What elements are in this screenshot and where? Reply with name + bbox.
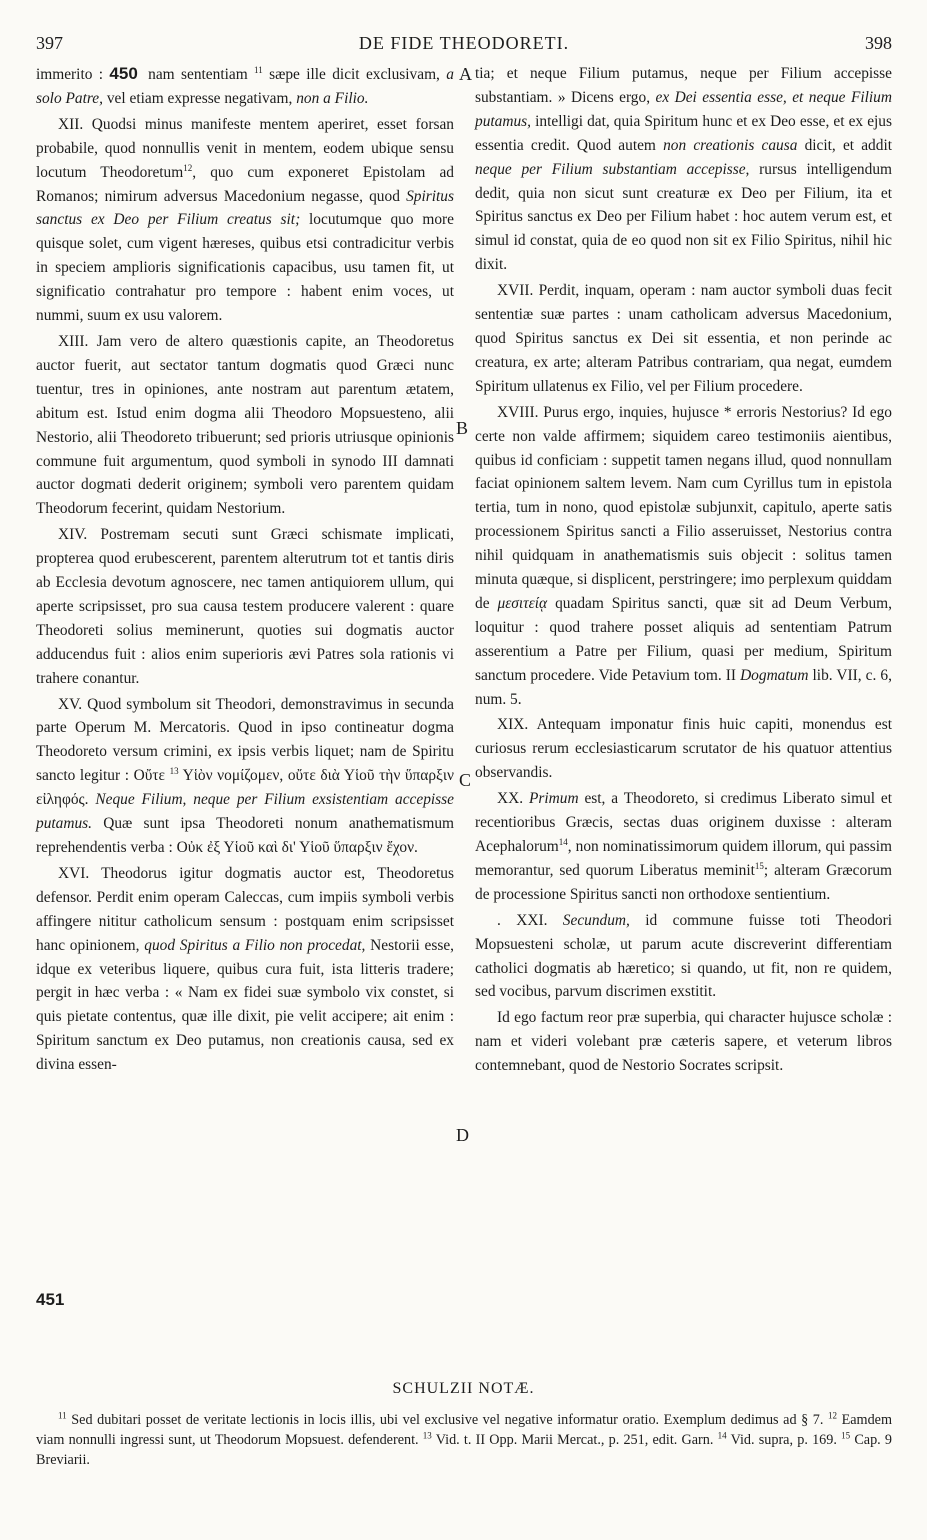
text: locutumque quo more quisque solet, cum vigent hæreses, quibus etsi contradicitur verbis in speciem amplioris significationis capacibus, usu tamen fit, ut significatio contrahatur pro tempore : habent enim voces, ut nummi, suum ex usu valorem.	[36, 211, 454, 325]
footnotes	[36, 1410, 892, 1470]
page-number-left: 397	[36, 33, 63, 53]
footnote-number: 14	[717, 1430, 727, 1441]
footnote-ref: 15	[754, 860, 764, 871]
footnote-text: Vid. t. II Opp. Marii Mercat., p. 251, edit. Garn.	[435, 1432, 714, 1448]
paragraph	[36, 62, 454, 111]
text: intelligi dat, quia Spiritum hunc et ex Deo esse, et ex ejus essentia credit. Quod autem	[475, 112, 892, 154]
paragraph-xvi	[36, 862, 454, 1077]
text: XX.	[497, 790, 524, 808]
paragraph-xii	[36, 113, 454, 328]
footnote-number: 15	[841, 1430, 851, 1441]
text: rursus intelligendum dedit, quia non sicut sunt creaturæ ex Deo per Filium, ita et Spiritus sanctus ex Deo per Filium habet : hoc autem verum est, et simul id constat, quia de eo quod non sit ex Filio Spiritus, nihil hic dixit.	[475, 160, 892, 274]
footnote-number: 13	[422, 1430, 432, 1441]
text: , quo cum exponeret Epistolam ad Romanos; nimirum adversus Macedonium negasse, quod	[36, 163, 454, 205]
running-header	[36, 33, 892, 59]
text: XVIII. Purus ergo, inquies, hujusce * erroris Nestorius? Id ego certe non valde affirmem; siquidem careo testimoniis aientibus, quibus id conficiam : suppetit tamen negans illud, quod nonnullam faciat opinionem saltem levem. Nam cum Cyrillus tum in epistola tertia, tum in nono, quod epistolæ subjunxit, capitulo, aperte satis processionem Spiritus sancti a Filio asseruisset, Nestorius contra nihil quidquam in anathematismis suis objecit : solitus tamen minuta quæque, si displicent, perstringere; imo perplexum quiddam de	[475, 403, 892, 612]
text: XV. Quod symbolum sit Theodori, demonstravimus in secunda parte Operum M. Mercatoris. Quod in ipso contineatur dogma Theodoreto versum crimini, ex ipsis verbis liquet; nam de Spiritu sancto legitur :	[36, 695, 454, 785]
footnote-ref: 13	[169, 766, 179, 777]
paragraph-xxi	[475, 909, 892, 1005]
footnote-ref: 11	[254, 64, 263, 75]
text: XVI. Theodorus igitur dogmatis auctor est, Theodoretus defensor. Perdit enim operam Caleccas, cum impiis symboli verbis affingere nititur catholicum sensum : postquam enim scripsisset hanc opinionem,	[36, 864, 454, 954]
footnote-ref: 14	[558, 836, 568, 847]
paragraph	[475, 62, 892, 277]
paragraph-xv	[36, 693, 454, 860]
text: nam sententiam	[148, 66, 248, 83]
text: ; alteram Græcorum de processione Spiritus sancti non orthodoxe sentientium.	[475, 861, 892, 903]
margin-number-451: 451	[36, 1290, 65, 1309]
section-marker-b: B	[456, 418, 469, 438]
italic-text: Neque Filium, neque per Filium exsistentiam accepisse putamus.	[36, 791, 454, 833]
text: est, a Theodoreto, si credimus Liberato simul et recentioribus Græcis, sectas duas originem duxisse : alteram Acephalorum	[475, 790, 892, 855]
italic-text: non creationis causa	[663, 136, 798, 154]
text: quadam Spiritus sancti, quæ sit ad Deum Verbum, loquitur : quod trahere posset aliquis ad sententiam Patrum asserentium a Patre per Filium, quasi per medium, Spiritum sanctum procedere. Vide Petavium tom. II	[475, 594, 892, 684]
italic-text: Primum	[528, 790, 579, 808]
paragraph-xix: XIX. Antequam imponatur finis huic capiti, monendus est curiosus rerum ecclesiasticarum scrutator de his quatuor attentius observandis.	[475, 716, 892, 782]
greek-text: μεσιτείᾳ	[497, 594, 548, 612]
italic-text: Spiritus sanctus ex Deo per Filium creatus sit;	[36, 187, 454, 229]
italic-text: ex Dei essentia esse, et neque Filium putamus,	[475, 88, 892, 130]
greek-text: Υἱὸν νομίζομεν, οὔτε διὰ Υἱοῦ τὴν ὕπαρξιν εἰληφός.	[36, 767, 454, 809]
italic-text: Dogmatum	[740, 666, 809, 684]
italic-text: non a Filio.	[296, 89, 369, 107]
italic-text: Secundum,	[562, 911, 630, 929]
footnote-number: 12	[828, 1410, 837, 1421]
text: id commune fuisse toti Theodori Mopsuesteni scholæ, ut parum acute discreverint differentiam catholici dogmatis ab hæretico; si quando, ut fit, non re quidem, sed vocibus, parvum discrimen exstitit.	[475, 911, 892, 1001]
footnote-ref: 12	[183, 162, 193, 173]
italic-text: quod Spiritus a Filio non procedat,	[144, 936, 366, 954]
paragraph-closing: Id ego factum reor præ superbia, qui character hujusce scholæ : nam et videri volebant præ cæteris sapere, et veterum libros contemnebant, quod de Nestorio Socrates scripsit.	[475, 1009, 892, 1075]
italic-text: neque per Filium substantiam accepisse,	[475, 160, 750, 178]
text: XII. Quodsi minus manifeste mentem aperiret, esset forsan probabile, quod nonnullis venit in mentem, eodem ubique sensu locutum Theodoretum	[36, 115, 454, 181]
footnote-number: 11	[58, 1410, 67, 1421]
text: dicit, et addit	[804, 136, 892, 154]
text: , non nominatissimorum quidem illorum, qui passim memorantur, sed quorum Liberatus meminit	[475, 838, 892, 879]
footnote-text: Sed dubitari posset de veritate lectionis in locis illis, ubi vel exclusive vel negative informatur oratio. Exemplum dedimus ad § 7.	[71, 1412, 824, 1428]
text: lib. VII, c. 6, num. 5.	[475, 666, 892, 708]
notes-title: SCHULZII NOTÆ.	[392, 1380, 535, 1397]
section-marker-c: C	[459, 770, 472, 790]
paragraph-xiii: XIII. Jam vero de altero quæstionis capite, an Theodoretus auctor fuerit, aut sectator tantum dogmatis quod Græci nunc tuentur, tres in opiniones, ante nostram aut parentum ætatem, abitum est. Istud enim dogma alii Theodoro Mopsuesteno, alii Nestorio, alii Theodoreto tribuerunt; sed prioris utriusque opinionis commune fuit argumentum, quod symboli in synodo III damnati auctor dogmati dederit originem; symboli vero parentem quidam Theodorum fecerint, quidam Nestorium.	[36, 332, 454, 518]
italic-text: a solo Patre,	[36, 66, 454, 107]
running-title: DE FIDE THEODORETI.	[358, 33, 570, 53]
text: immerito :	[36, 66, 104, 83]
paragraph-xiv: XIV. Postremam secuti sunt Græci schismate implicati, propterea quod erubescerent, parentem alterutrum tot et tantis diris ab Ecclesia devotum agnoscere, nec tamen antiquiorem ullum, qui aperte scripsisset, pro sua causa testem producere valerent : quare Theodoreti solius meminerunt, quoties sui dogmatis auctor adducendus fuit : alios enim superioris ævi Patres sola rationis vi trahere conantur.	[36, 526, 454, 687]
page-number-right: 398	[865, 33, 892, 53]
section-marker-d: D	[456, 1125, 469, 1145]
text: . XXI.	[497, 911, 548, 929]
greek-text: Οὐκ ἐξ Υἱοῦ καὶ δι' Υἱοῦ ὕπαρξιν ἔχον.	[176, 839, 418, 856]
footnote-text: Eamdem viam nonnulli ingressi sunt, ut Theodorum Mopsuest. defenderent.	[36, 1412, 893, 1448]
footnote-text: Cap. 9 Breviarii.	[36, 1432, 893, 1468]
text: tia; et neque Filium putamus, neque per Filium accepisse substantiam. » Dicens ergo,	[475, 65, 892, 106]
margin-number-450: 450	[109, 64, 138, 83]
section-marker-a: A	[459, 64, 472, 84]
greek-text: Οὔτε	[133, 767, 165, 785]
footnote-text: Vid. supra, p. 169.	[730, 1432, 837, 1448]
paragraph-xviii	[475, 401, 892, 712]
text: vel etiam expresse negativam,	[106, 89, 293, 107]
paragraph-xx	[475, 787, 892, 907]
left-column	[36, 62, 454, 1079]
right-column	[475, 62, 892, 1080]
text: Quæ sunt ipsa Theodoreti nonum anathematismum reprehendentis verba :	[36, 815, 454, 856]
text: Nestorii esse, idque ex veteribus liquere, quibus cura fuit, ista litteris tradere; pergit in hæc verba : « Nam ex fidei suæ symbolo vix constet, si quis pietate contentus, quæ ille dixit, pie velit accipere; ait enim : Spiritum sanctum ex Deo putamus, non creationis causa, sed ex divina essen-	[36, 936, 454, 1074]
paragraph-xvii: XVII. Perdit, inquam, operam : nam auctor symboli duas fecit sententiæ suæ partes : unam catholicam adversus Macedonium, quod Spiritus sanctus ex Dei sit essentia, et non perinde ac creatura, ex arte; alteram Patribus contrariam, qua negat, eumdem Spiritum ullatenus ex Filio, vel per Filium procedere.	[475, 282, 892, 395]
text: sæpe ille dicit exclusivam,	[269, 66, 440, 83]
